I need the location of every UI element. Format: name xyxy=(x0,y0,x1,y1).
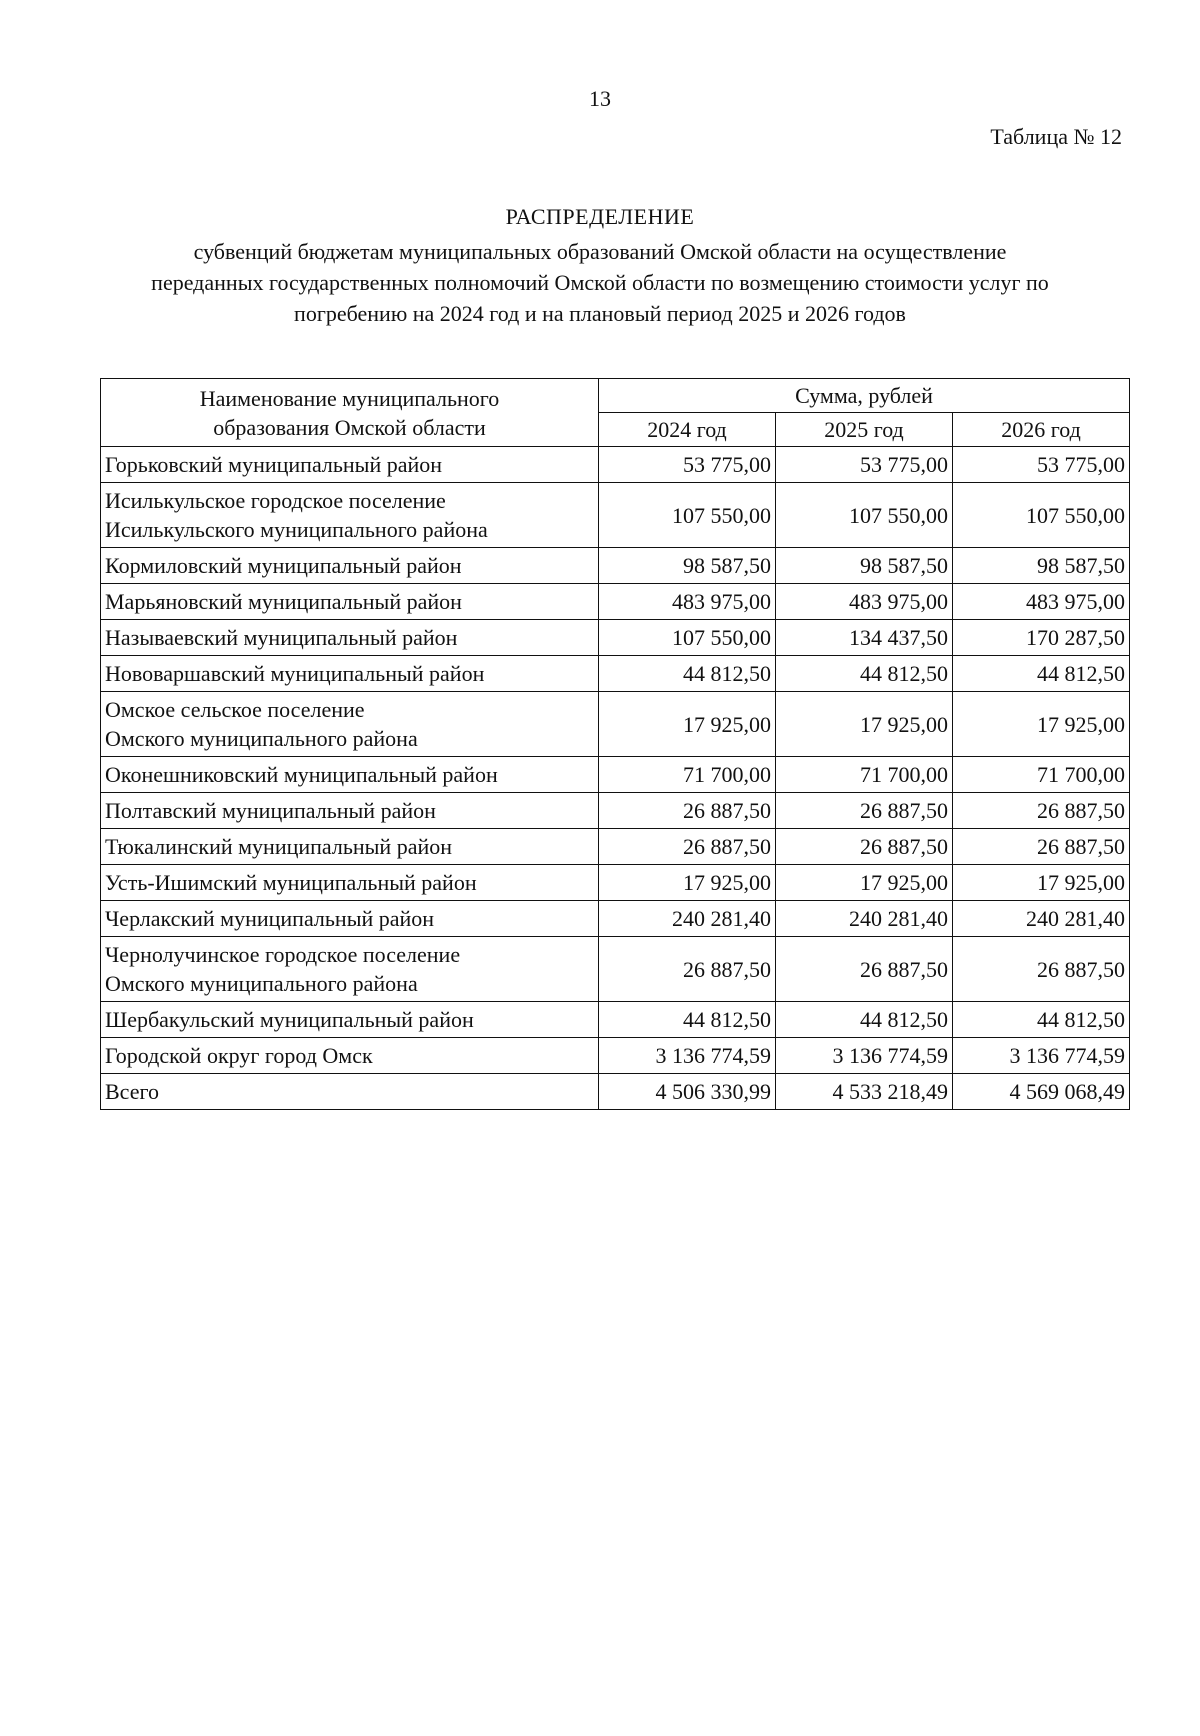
amount-2026: 26 887,50 xyxy=(953,793,1130,829)
page-number: 13 xyxy=(589,86,611,111)
municipality-name xyxy=(101,1074,599,1110)
amount-2024: 107 550,00 xyxy=(599,620,776,656)
header-year-2024: 2024 год xyxy=(599,413,776,447)
table-row xyxy=(101,483,1130,548)
municipality-name-line: Шербакульский муниципальный район xyxy=(105,1007,474,1032)
amount-2025: 26 887,50 xyxy=(776,793,953,829)
municipality-name-line: Омское сельское поселение xyxy=(105,697,365,722)
municipality-name-line: Нововаршавский муниципальный район xyxy=(105,661,485,686)
municipality-name-line: Всего xyxy=(105,1079,159,1104)
municipality-name-line: Кормиловский муниципальный район xyxy=(105,553,462,578)
amount-2025: 71 700,00 xyxy=(776,757,953,793)
amount-2025: 98 587,50 xyxy=(776,548,953,584)
amount-2025: 53 775,00 xyxy=(776,447,953,483)
document-subtitle xyxy=(80,236,1120,329)
amount-2025: 17 925,00 xyxy=(776,865,953,901)
municipality-name xyxy=(101,865,599,901)
municipality-name-line: Называевский муниципальный район xyxy=(105,625,458,650)
header-year-2026: 2026 год xyxy=(953,413,1130,447)
amount-2024: 53 775,00 xyxy=(599,447,776,483)
municipality-name xyxy=(101,692,599,757)
table-row xyxy=(101,692,1130,757)
municipality-name-line: Полтавский муниципальный район xyxy=(105,798,436,823)
amount-2024: 44 812,50 xyxy=(599,1002,776,1038)
municipality-name xyxy=(101,656,599,692)
table-row xyxy=(101,548,1130,584)
municipality-name xyxy=(101,1002,599,1038)
table-label: Таблица № 12 xyxy=(990,124,1122,149)
amount-2026: 107 550,00 xyxy=(953,483,1130,548)
table-row xyxy=(101,1038,1130,1074)
amount-2025: 17 925,00 xyxy=(776,692,953,757)
amount-2025: 107 550,00 xyxy=(776,483,953,548)
municipality-name-line: Оконешниковский муниципальный район xyxy=(105,762,498,787)
amount-2025: 240 281,40 xyxy=(776,901,953,937)
amount-2024: 17 925,00 xyxy=(599,692,776,757)
municipality-name xyxy=(101,1038,599,1074)
header-sum: Сумма, рублей xyxy=(599,379,1130,413)
amount-2025: 44 812,50 xyxy=(776,656,953,692)
amount-2026: 17 925,00 xyxy=(953,692,1130,757)
amount-2026: 170 287,50 xyxy=(953,620,1130,656)
amount-2024: 17 925,00 xyxy=(599,865,776,901)
amount-2024: 107 550,00 xyxy=(599,483,776,548)
document-title: РАСПРЕДЕЛЕНИЕ xyxy=(505,204,695,229)
subtitle-line: погребению на 2024 год и на плановый период 2025 и 2026 годов xyxy=(294,301,906,326)
municipality-name-line: Исилькульского муниципального района xyxy=(105,517,488,542)
municipality-name xyxy=(101,483,599,548)
municipality-name-line: Омского муниципального района xyxy=(105,971,418,996)
amount-2025: 3 136 774,59 xyxy=(776,1038,953,1074)
municipality-name xyxy=(101,584,599,620)
municipality-name xyxy=(101,793,599,829)
amount-2025: 26 887,50 xyxy=(776,829,953,865)
municipality-name-line: Горьковский муниципальный район xyxy=(105,452,443,477)
amount-2026: 98 587,50 xyxy=(953,548,1130,584)
municipality-name xyxy=(101,447,599,483)
amount-2026: 26 887,50 xyxy=(953,937,1130,1002)
header-municipality-line2: образования Омской области xyxy=(213,414,486,440)
municipality-name-line: Омского муниципального района xyxy=(105,726,418,751)
municipality-name xyxy=(101,937,599,1002)
amount-2026: 44 812,50 xyxy=(953,656,1130,692)
amount-2024: 240 281,40 xyxy=(599,901,776,937)
municipality-name-line: Чернолучинское городское поселение xyxy=(105,942,461,967)
amount-2026: 17 925,00 xyxy=(953,865,1130,901)
table-row xyxy=(101,865,1130,901)
subtitle-line: переданных государственных полномочий Омской области по возмещению стоимости услуг по xyxy=(151,270,1049,295)
amount-2026: 71 700,00 xyxy=(953,757,1130,793)
table-row xyxy=(101,937,1130,1002)
municipality-name xyxy=(101,901,599,937)
amount-2024: 98 587,50 xyxy=(599,548,776,584)
amount-2025: 4 533 218,49 xyxy=(776,1074,953,1110)
municipality-name xyxy=(101,620,599,656)
amount-2024: 3 136 774,59 xyxy=(599,1038,776,1074)
amount-2024: 26 887,50 xyxy=(599,829,776,865)
table-row xyxy=(101,1074,1130,1110)
amount-2026: 53 775,00 xyxy=(953,447,1130,483)
subtitle-line: субвенций бюджетам муниципальных образований Омской области на осуществление xyxy=(193,239,1007,264)
municipality-name-line: Исилькульское городское поселение xyxy=(105,488,446,513)
municipality-name-line: Черлакский муниципальный район xyxy=(105,906,435,931)
table-row xyxy=(101,1002,1130,1038)
table-row xyxy=(101,901,1130,937)
table-body xyxy=(101,447,1130,1110)
municipality-name-line: Усть-Ишимский муниципальный район xyxy=(105,870,477,895)
amount-2025: 134 437,50 xyxy=(776,620,953,656)
municipality-name xyxy=(101,548,599,584)
municipality-name xyxy=(101,829,599,865)
amount-2024: 26 887,50 xyxy=(599,937,776,1002)
amount-2024: 483 975,00 xyxy=(599,584,776,620)
table-row xyxy=(101,447,1130,483)
table-row xyxy=(101,793,1130,829)
municipality-name-line: Городской округ город Омск xyxy=(105,1043,373,1068)
amount-2024: 26 887,50 xyxy=(599,793,776,829)
table-row xyxy=(101,829,1130,865)
amount-2026: 483 975,00 xyxy=(953,584,1130,620)
table-row xyxy=(101,656,1130,692)
amount-2026: 44 812,50 xyxy=(953,1002,1130,1038)
table-row xyxy=(101,757,1130,793)
header-municipality xyxy=(101,379,599,447)
amount-2025: 483 975,00 xyxy=(776,584,953,620)
municipality-name-line: Тюкалинский муниципальный район xyxy=(105,834,453,859)
header-year-2025: 2025 год xyxy=(776,413,953,447)
amount-2024: 4 506 330,99 xyxy=(599,1074,776,1110)
amount-2025: 26 887,50 xyxy=(776,937,953,1002)
amount-2024: 44 812,50 xyxy=(599,656,776,692)
header-municipality-line1: Наименование муниципального xyxy=(199,385,500,411)
municipality-name xyxy=(101,757,599,793)
amount-2026: 26 887,50 xyxy=(953,829,1130,865)
table-row xyxy=(101,620,1130,656)
table-row xyxy=(101,584,1130,620)
amount-2026: 240 281,40 xyxy=(953,901,1130,937)
municipality-name-line: Марьяновский муниципальный район xyxy=(105,589,462,614)
amount-2024: 71 700,00 xyxy=(599,757,776,793)
amount-2026: 3 136 774,59 xyxy=(953,1038,1130,1074)
distribution-table xyxy=(100,378,1130,1110)
amount-2025: 44 812,50 xyxy=(776,1002,953,1038)
amount-2026: 4 569 068,49 xyxy=(953,1074,1130,1110)
